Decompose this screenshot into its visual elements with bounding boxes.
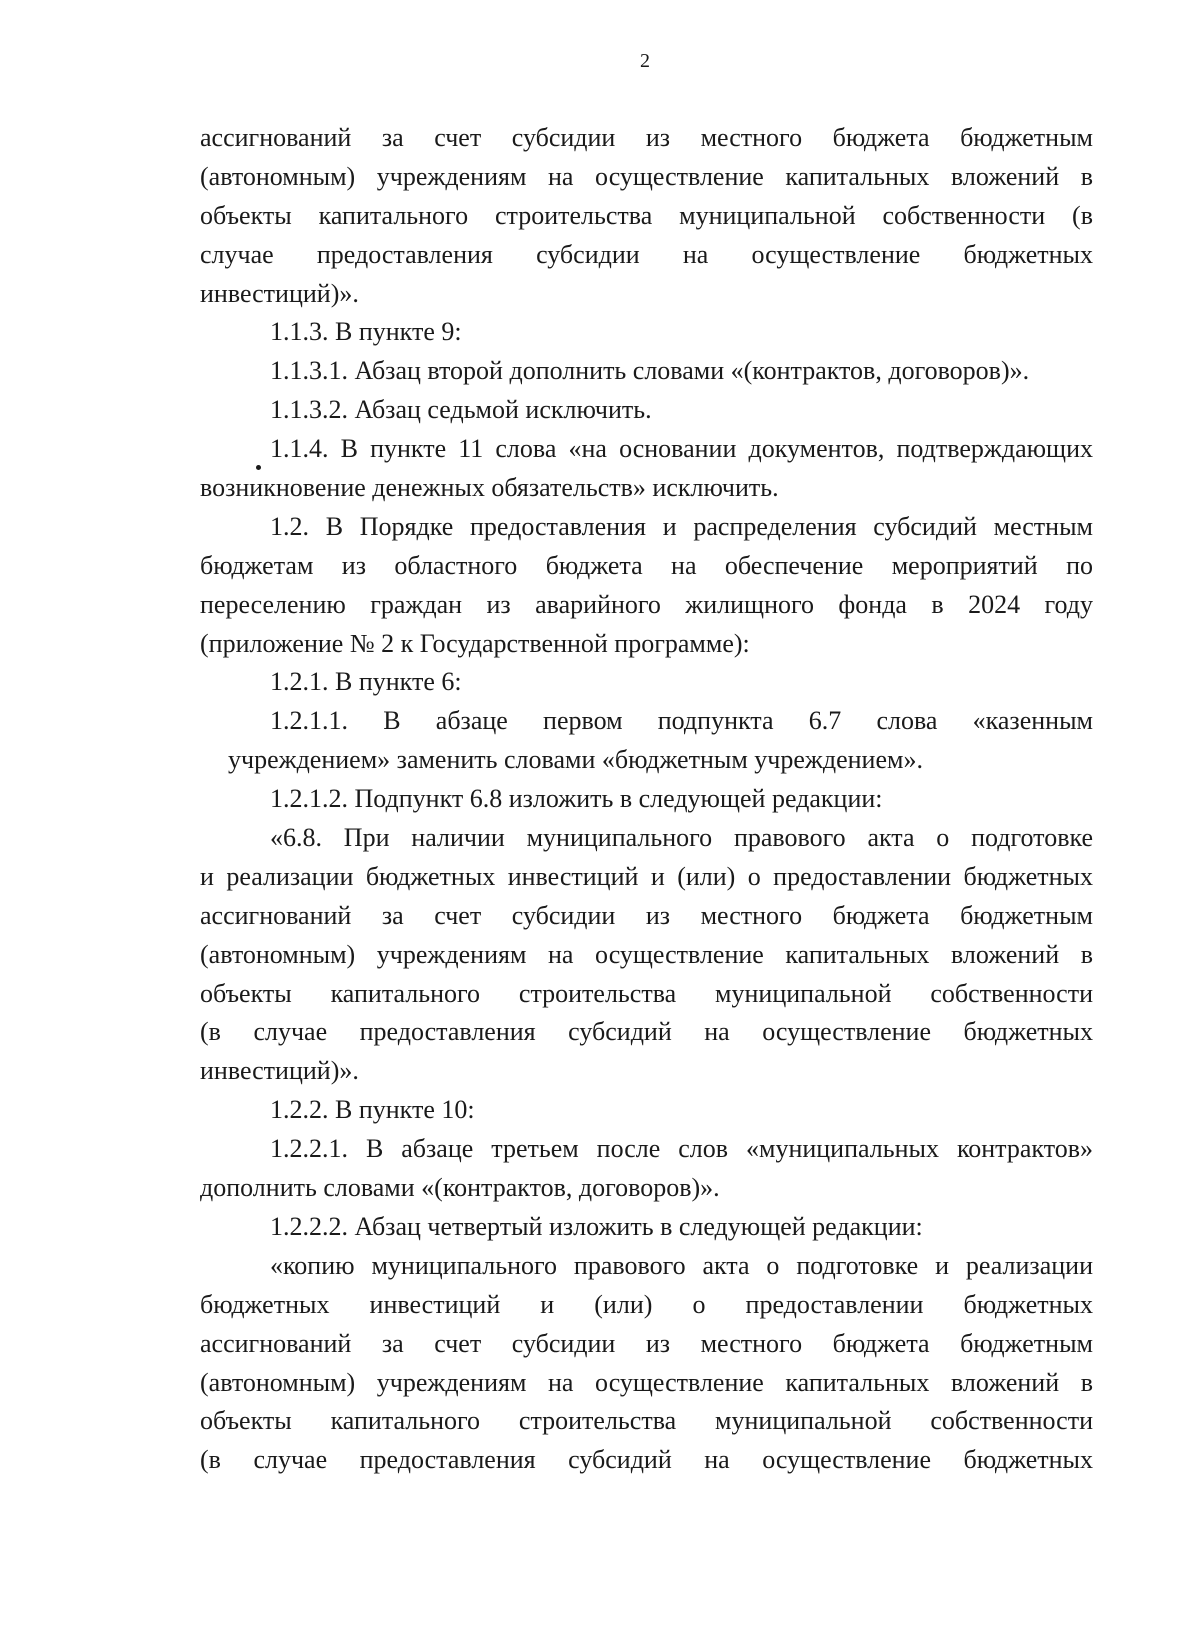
text-line: объекты капитального строительства муниципальной собственности xyxy=(200,1406,1093,1436)
text-line: 1.2.2.1. В абзаце третьем после слов «муниципальных контрактов» xyxy=(270,1134,1093,1164)
text-line: и реализации бюджетных инвестиций и (или) о предоставлении бюджетных xyxy=(200,861,1093,891)
text-line: бюджетных инвестиций и (или) о предоставлении бюджетных xyxy=(200,1289,1093,1319)
text-line: объекты капитального строительства муниципальной собственности (в xyxy=(200,200,1093,230)
text-line: 1.2.2. В пункте 10: xyxy=(270,1095,475,1125)
text-line: возникновение денежных обязательств» исключить. xyxy=(200,473,779,503)
text-line: ассигнований за счет субсидии из местного бюджета бюджетным xyxy=(200,1328,1093,1358)
text-line: 1.1.3.2. Абзац седьмой исключить. xyxy=(270,395,652,425)
text-line: (приложение № 2 к Государственной программе): xyxy=(200,628,750,658)
text-line: «копию муниципального правового акта о подготовке и реализации xyxy=(270,1250,1093,1280)
text-line: переселению граждан из аварийного жилищного фонда в 2024 году xyxy=(200,589,1093,619)
text-line: ассигнований за счет субсидии из местного бюджета бюджетным xyxy=(200,123,1093,152)
text-line: 1.2.1.1. В абзаце первом подпункта 6.7 слова «казенным xyxy=(270,706,1093,736)
page-number: 2 xyxy=(640,50,650,72)
text-line: (в случае предоставления субсидий на осуществление бюджетных xyxy=(200,1445,1093,1475)
text-line: 1.1.3. В пункте 9: xyxy=(270,317,462,347)
text-line: 1.1.3.1. Абзац второй дополнить словами «(контрактов, договоров)». xyxy=(270,356,1030,386)
text-line: случае предоставления субсидии на осуществление бюджетных xyxy=(200,239,1093,269)
text-line: учреждением» заменить словами «бюджетным учреждением». xyxy=(228,745,923,775)
text-line: 1.2.1.2. Подпункт 6.8 изложить в следующей редакции: xyxy=(270,784,883,814)
text-line: (автономным) учреждениям на осуществление капитальных вложений в xyxy=(200,1367,1093,1397)
text-line: (автономным) учреждениям на осуществление капитальных вложений в xyxy=(200,161,1093,191)
text-line: 1.2.2.2. Абзац четвертый изложить в следующей редакции: xyxy=(270,1211,923,1241)
text-line: 1.1.4. В пункте 11 слова «на основании документов, подтверждающих xyxy=(270,434,1093,464)
text-line: 1.2. В Порядке предоставления и распределения субсидий местным xyxy=(270,511,1093,541)
text-line: ассигнований за счет субсидии из местного бюджета бюджетным xyxy=(200,900,1093,930)
text-line: 1.2.1. В пункте 6: xyxy=(270,667,462,697)
text-line: объекты капитального строительства муниципальной собственности xyxy=(200,978,1093,1008)
text-line: бюджетам из областного бюджета на обеспечение мероприятий по xyxy=(200,550,1093,580)
text-line: инвестиций)». xyxy=(200,278,359,308)
text-line: инвестиций)». xyxy=(200,1056,359,1086)
document-body xyxy=(200,119,1093,1480)
text-line: (в случае предоставления субсидий на осуществление бюджетных xyxy=(200,1017,1093,1047)
text-line: (автономным) учреждениям на осуществление капитальных вложений в xyxy=(200,939,1093,969)
text-line: «6.8. При наличии муниципального правового акта о подготовке xyxy=(270,823,1093,853)
text-line: дополнить словами «(контрактов, договоров)». xyxy=(200,1173,720,1203)
